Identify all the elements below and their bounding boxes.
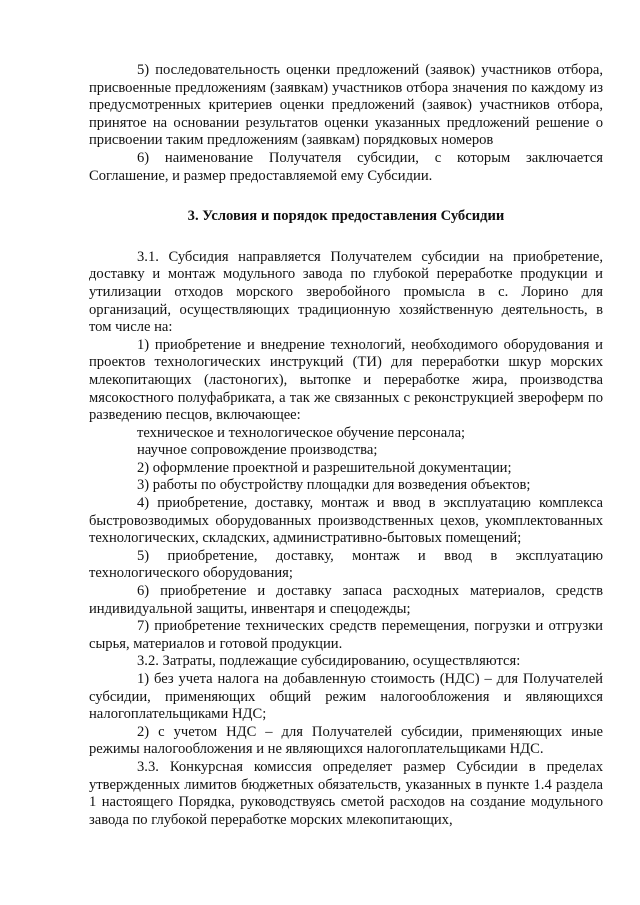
list-subitem-training: техническое и технологическое обучение персонала; — [137, 424, 466, 441]
paragraph-item-6: 6) наименование Получателя субсидии, с которым заключается Соглашение, и размер предоставляемой ему Субсидии. — [89, 149, 603, 184]
list-item-7: 7) приобретение технических средств перемещения, погрузки и отгрузки сырья, материалов и готовой продукции. — [89, 618, 603, 652]
document-body — [89, 62, 603, 829]
paragraph-item-5: 5) последовательность оценки предложений (заявок) участников отбора, присвоенные предложениям (заявкам) участников отбора значения по каждому из предусмотренных критериев оценки предложений (заявок) участников отбора, принятое на основании результатов оценки указанных предложений решение о присвоении таким предложениям (заявкам) порядковых номеров — [89, 62, 603, 149]
list-item-2: 2) оформление проектной и разрешительной документации; — [137, 459, 512, 476]
list-subitem-support: научное сопровождение производства; — [137, 442, 378, 459]
paragraph-3-2: 3.2. Затраты, подлежащие субсидированию, осуществляются: — [137, 653, 521, 670]
list-item-5: 5) приобретение, доставку, монтаж и ввод в эксплуатацию технологического оборудования; — [89, 547, 603, 582]
paragraph-3-2-item-1: 1) без учета налога на добавленную стоимость (НДС) – для Получателей субсидии, применяющих общий режим налогообложения и являющихся налогоплательщиками НДС; — [89, 671, 603, 723]
section-heading: 3. Условия и порядок предоставления Субсидии — [187, 208, 505, 225]
list-item-6: 6) приобретение и доставку запаса расходных материалов, средств индивидуальной защиты, инвентаря и спецодежды; — [89, 583, 603, 617]
paragraph-3-3: 3.3. Конкурсная комиссия определяет размер Субсидии в пределах утвержденных лимитов бюджетных обязательств, указанных в пункте 1.4 раздела 1 настоящего Порядка, руководствуясь сметой расходов на создание модульного завода по глубокой переработке морских млекопитающих, — [89, 758, 603, 828]
list-item-1: 1) приобретение и внедрение технологий, необходимого оборудования и проектов технологических инструкций (ТИ) для переработки шкур морских млекопитающих (ластоногих), вытопке и переработке жира, производства мясокостного полуфабриката, а так же связанных с реконструкцией звероферм по разведению песцов, включающее: — [89, 336, 603, 424]
list-item-4: 4) приобретение, доставку, монтаж и ввод в эксплуатацию комплекса быстровозводимых оборудованных производственных цехов, укомплектованных технологических, складских, административно-бытовых помещений; — [89, 495, 603, 547]
paragraph-3-2-item-2: 2) с учетом НДС – для Получателей субсидии, применяющих иные режимы налогообложения и не являющихся налогоплательщиками НДС. — [89, 723, 603, 758]
list-item-3: 3) работы по обустройству площадки для возведения объектов; — [137, 477, 531, 494]
paragraph-3-1: 3.1. Субсидия направляется Получателем субсидии на приобретение, доставку и монтаж модульного завода по глубокой переработке продукции и утилизации отходов морского зверобойного промысла в с. Лорино для организаций, осуществляющих традиционную хозяйственную деятельность, в том числе на: — [89, 248, 603, 336]
